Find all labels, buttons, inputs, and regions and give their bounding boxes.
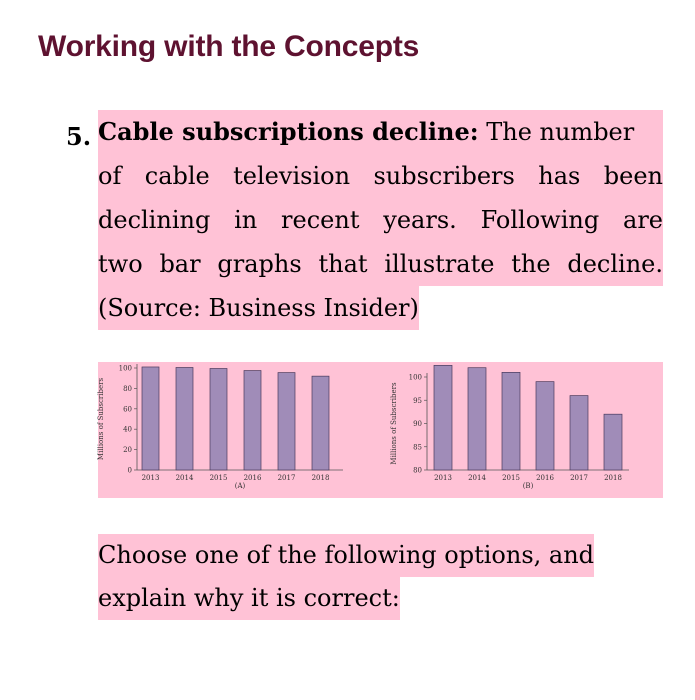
y-tick-label-0: 0 <box>127 466 132 475</box>
problem-title: Cable subscriptions decline: <box>98 117 479 146</box>
y-tick-label-0: 100 <box>118 364 132 373</box>
bar-1-2015 <box>502 372 520 470</box>
problem-line-2: of cable television subscribers has been <box>98 154 663 198</box>
y-tick-label-0: 60 <box>123 405 132 414</box>
y-tick-label-1: 95 <box>413 396 422 405</box>
problem-text <box>98 110 663 330</box>
y-axis-label-0: Millions of Subscribers <box>97 377 105 461</box>
y-tick-label-0: 40 <box>123 425 132 434</box>
bar-1-2013 <box>434 365 452 470</box>
problem-line-3: declining in recent years. Following are <box>98 198 663 242</box>
x-tick-label-1: 2018 <box>604 474 622 482</box>
bar-0-2015 <box>210 369 227 470</box>
bar-1-2017 <box>570 396 588 470</box>
prompt-line-2: explain why it is correct: <box>98 577 400 620</box>
y-axis-label-1: Millions of Subscribers <box>390 382 398 465</box>
y-tick-label-0: 20 <box>123 446 132 455</box>
problem-line-4: two bar graphs that illustrate the decline. <box>98 242 663 286</box>
bar-graphs-figure <box>98 362 663 498</box>
prompt-line-1: Choose one of the following options, and <box>98 534 594 577</box>
y-tick-label-1: 100 <box>408 373 422 382</box>
y-tick-label-1: 90 <box>413 420 422 428</box>
bar-1-2016 <box>536 382 554 470</box>
graph-caption-1: (B) <box>522 482 534 490</box>
problem-line-1 <box>98 110 663 154</box>
bar-0-2018 <box>312 376 329 470</box>
x-tick-label-1: 2016 <box>536 474 554 482</box>
problem-line-1-text: The number <box>478 118 635 146</box>
bar-graphs-svg <box>98 362 663 498</box>
x-tick-label-0: 2018 <box>311 474 330 482</box>
y-tick-label-1: 85 <box>413 443 422 452</box>
problem-line-5: (Source: Business Insider) <box>98 286 419 330</box>
bar-0-2016 <box>244 371 261 470</box>
x-tick-label-0: 2015 <box>209 474 228 482</box>
bar-1-2014 <box>468 368 486 470</box>
bar-1-2018 <box>604 414 622 470</box>
x-tick-label-1: 2013 <box>434 474 452 482</box>
y-tick-label-0: 80 <box>123 384 132 393</box>
y-tick-label-1: 80 <box>413 466 422 475</box>
bar-0-2014 <box>176 367 193 470</box>
x-tick-label-1: 2017 <box>570 474 588 482</box>
x-tick-label-0: 2017 <box>277 474 296 482</box>
section-heading: Working with the Concepts <box>38 30 420 63</box>
x-tick-label-1: 2014 <box>468 474 486 482</box>
problem-number: 5. <box>66 122 92 151</box>
x-tick-label-1: 2015 <box>502 474 520 482</box>
bar-0-2013 <box>142 367 159 470</box>
graph-caption-0: (A) <box>234 482 246 490</box>
prompt-text <box>98 534 663 620</box>
bar-0-2017 <box>278 373 295 470</box>
x-tick-label-0: 2013 <box>141 474 160 482</box>
x-tick-label-0: 2014 <box>175 474 194 482</box>
x-tick-label-0: 2016 <box>243 474 262 482</box>
